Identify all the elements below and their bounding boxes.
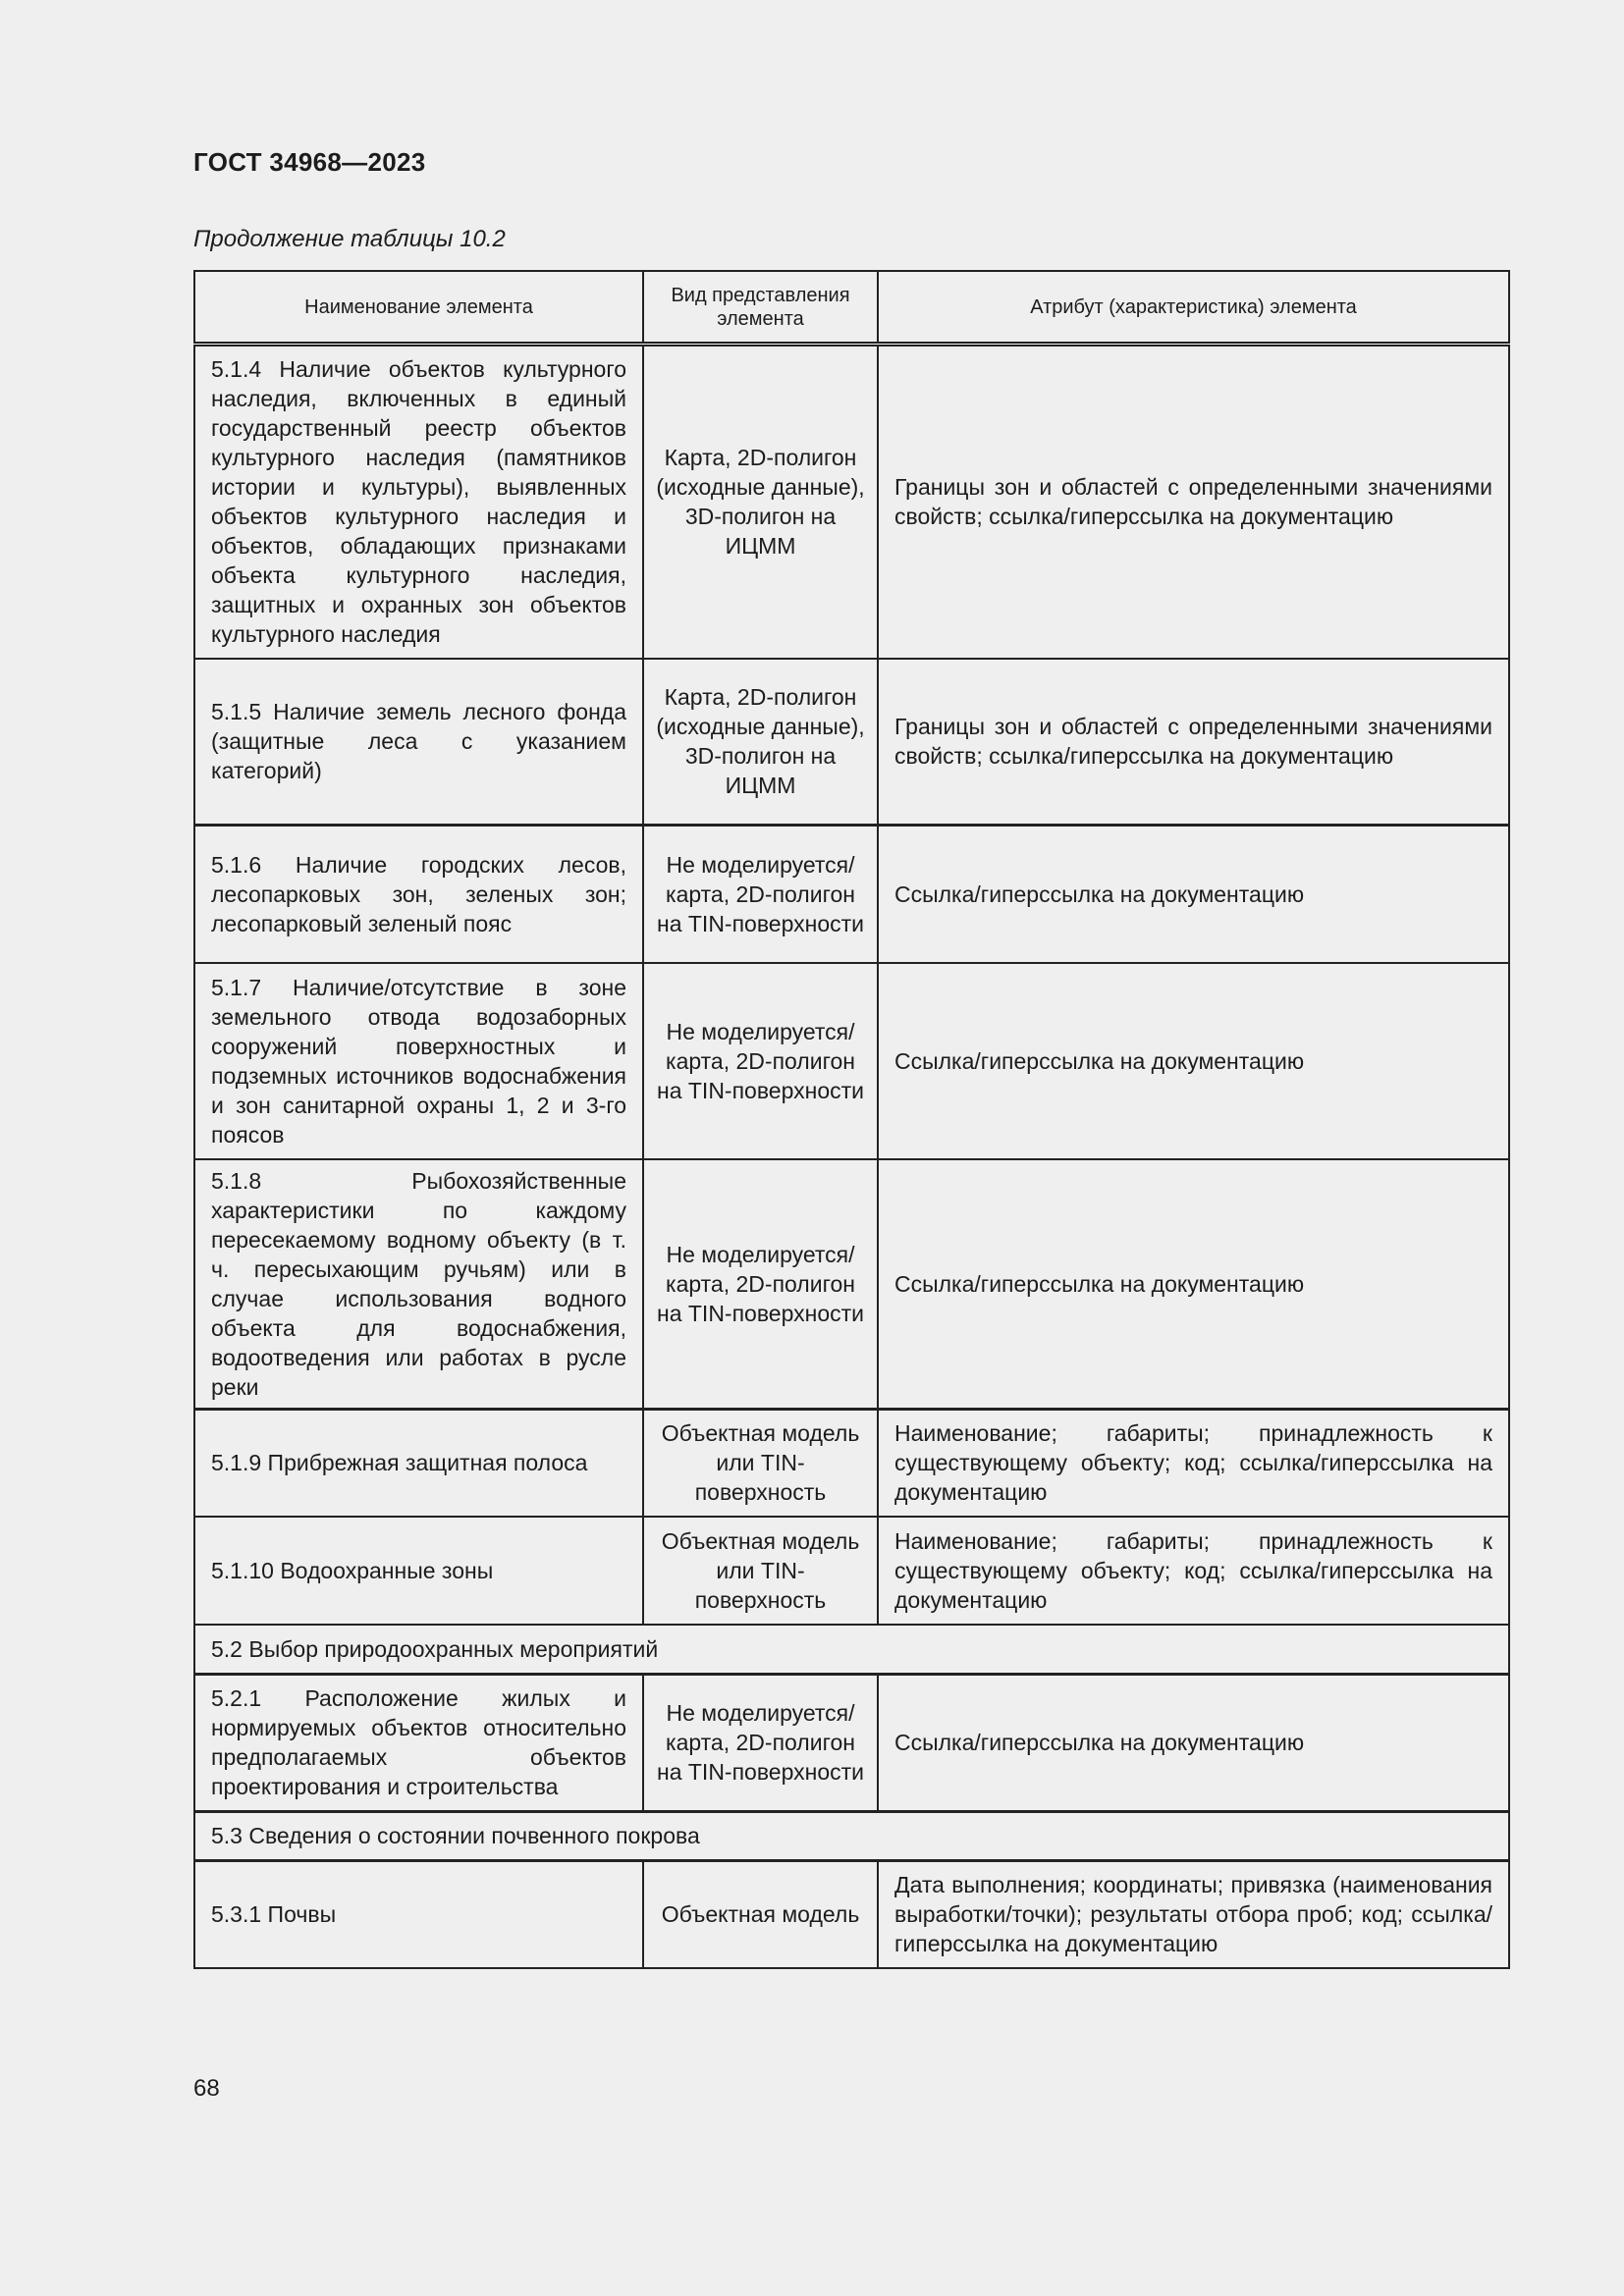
- table-row: [194, 826, 1509, 963]
- table-caption: Продолжение таблицы 10.2: [193, 226, 506, 252]
- table-row: [194, 963, 1509, 1159]
- row-element-name: 5.1.5 Наличие земель лесного фонда (защитные леса с указанием категорий): [194, 659, 643, 826]
- row-representation-type: Объектная модель: [643, 1860, 878, 1968]
- row-element-name: 5.1.4 Наличие объектов культурного наследия, включенных в единый государственный реестр объектов культурного наследия (памятников истории и культуры), выявленных объектов культурного наследия и объектов, обладающих признаками объекта культурного наследия, защитных и охранных зон объектов культурного наследия: [194, 345, 643, 659]
- row-element-name: 5.1.9 Прибрежная защитная полоса: [194, 1409, 643, 1517]
- row-representation-type: Объектная модель или TIN-поверхность: [643, 1409, 878, 1517]
- row-element-name: 5.1.8 Рыбохозяйственные характеристики по каждому пересекаемому водному объекту (в т. ч. пересыхающим ручьям) или в случае использования водного объекта для водоснабжения, водоотведения или работах в русле реки: [194, 1159, 643, 1410]
- section-row: [194, 1811, 1509, 1860]
- row-attribute: Границы зон и областей с определенными значениями свойств; ссылка/гиперссылка на документацию: [878, 659, 1509, 826]
- row-attribute: Наименование; габариты; принадлежность к существующему объекту; код; ссылка/гиперссылка на документацию: [878, 1517, 1509, 1625]
- column-header-attribute: Атрибут (характеристика) элемента: [878, 271, 1509, 345]
- row-attribute: Наименование; габариты; принадлежность к существующему объекту; код; ссылка/гиперссылка на документацию: [878, 1409, 1509, 1517]
- page-number: 68: [193, 2075, 220, 2102]
- row-attribute: Ссылка/гиперссылка на документацию: [878, 826, 1509, 963]
- table-row: [194, 659, 1509, 826]
- table-row: [194, 1409, 1509, 1517]
- row-element-name: 5.3.1 Почвы: [194, 1860, 643, 1968]
- row-attribute: Дата выполнения; координаты; привязка (наименования выработки/точки); результаты отбора проб; код; ссылка/гиперссылка на документацию: [878, 1860, 1509, 1968]
- row-representation-type: Не моделируется/карта, 2D-полигон на TIN-поверхности: [643, 826, 878, 963]
- column-header-type: Вид представления элемента: [643, 271, 878, 345]
- table-row: [194, 1674, 1509, 1811]
- section-heading: 5.2 Выбор природоохранных мероприятий: [194, 1625, 1509, 1674]
- row-representation-type: Не моделируется/карта, 2D-полигон на TIN-поверхности: [643, 1159, 878, 1410]
- table-row: [194, 1517, 1509, 1625]
- row-element-name: 5.2.1 Расположение жилых и нормируемых объектов относительно предполагаемых объектов проектирования и строительства: [194, 1674, 643, 1811]
- section-row: [194, 1625, 1509, 1674]
- row-representation-type: Не моделируется/карта, 2D-полигон на TIN-поверхности: [643, 1674, 878, 1811]
- document-standard-header: ГОСТ 34968—2023: [193, 147, 426, 177]
- row-element-name: 5.1.6 Наличие городских лесов, лесопарковых зон, зеленых зон; лесопарковый зеленый пояс: [194, 826, 643, 963]
- data-table: [193, 270, 1510, 1969]
- row-attribute: Ссылка/гиперссылка на документацию: [878, 1159, 1509, 1410]
- row-attribute: Ссылка/гиперссылка на документацию: [878, 1674, 1509, 1811]
- table-row: [194, 345, 1509, 659]
- row-representation-type: Карта, 2D-полигон (исходные данные), 3D-полигон на ИЦММ: [643, 345, 878, 659]
- column-header-name: Наименование элемента: [194, 271, 643, 345]
- row-representation-type: Карта, 2D-полигон (исходные данные), 3D-полигон на ИЦММ: [643, 659, 878, 826]
- row-element-name: 5.1.7 Наличие/отсутствие в зоне земельного отвода водозаборных сооружений поверхностных и подземных источников водоснабжения и зон санитарной охраны 1, 2 и 3-го поясов: [194, 963, 643, 1159]
- section-heading: 5.3 Сведения о состоянии почвенного покрова: [194, 1811, 1509, 1860]
- row-representation-type: Объектная модель или TIN-поверхность: [643, 1517, 878, 1625]
- table-row: [194, 1159, 1509, 1410]
- row-attribute: Границы зон и областей с определенными значениями свойств; ссылка/гиперссылка на документацию: [878, 345, 1509, 659]
- row-element-name: 5.1.10 Водоохранные зоны: [194, 1517, 643, 1625]
- row-attribute: Ссылка/гиперссылка на документацию: [878, 963, 1509, 1159]
- table-row: [194, 1860, 1509, 1968]
- row-representation-type: Не моделируется/карта, 2D-полигон на TIN-поверхности: [643, 963, 878, 1159]
- table-header-row: [194, 271, 1509, 345]
